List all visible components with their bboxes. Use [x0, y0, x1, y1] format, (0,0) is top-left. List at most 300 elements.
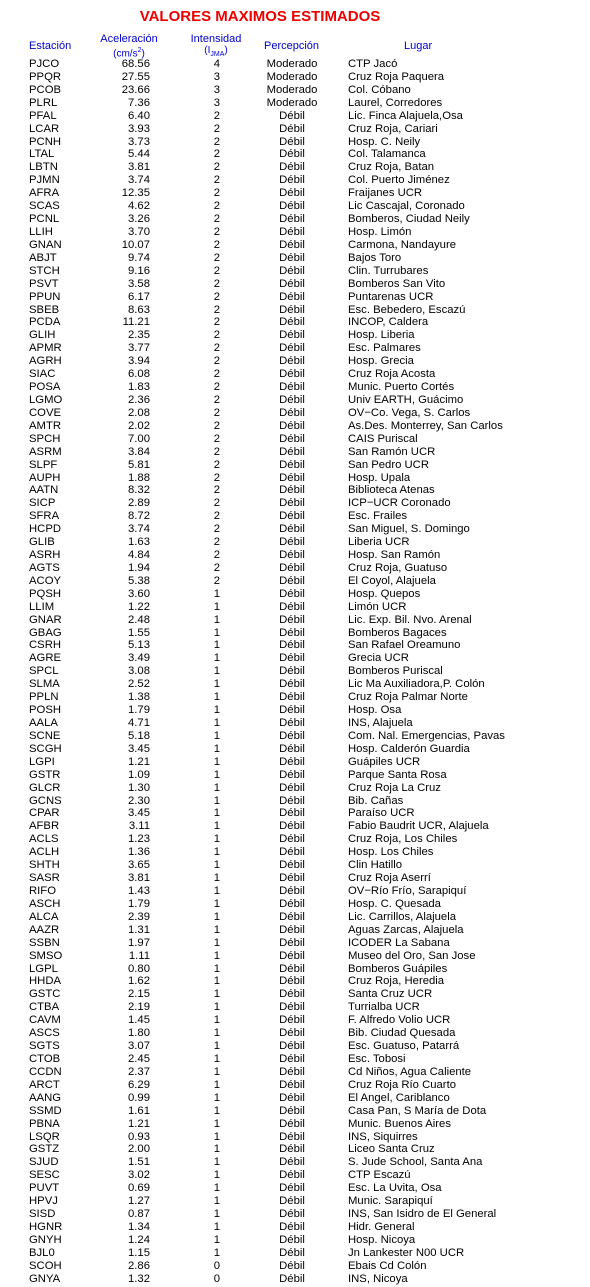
station-code: GNYA: [29, 1272, 61, 1285]
acceleration-value: 8.72: [128, 510, 150, 523]
station-code: LLIH: [29, 225, 53, 238]
acceleration-value: 2.45: [128, 1052, 150, 1065]
intensity-value: 2: [213, 432, 220, 445]
perception-value: Débil: [279, 1208, 305, 1221]
intensity-value: 1: [213, 1169, 220, 1182]
station-code: AAZR: [29, 923, 60, 936]
location-name: Laurel, Corredores: [348, 96, 443, 109]
header-aceleracion: [88, 33, 170, 60]
intensity-value: 1: [213, 652, 220, 665]
location-name: Liberia UCR: [348, 536, 410, 549]
station-code: HHDA: [29, 975, 62, 988]
location-name: Lic. Carrillos, Alajuela: [348, 910, 456, 923]
acceleration-value: 6.08: [128, 368, 150, 381]
table-row: [0, 1169, 590, 1182]
location-name: Hosp. San Ramón: [348, 549, 441, 562]
perception-value: Débil: [279, 742, 305, 755]
acceleration-value: 2.08: [128, 406, 150, 419]
station-code: GNAR: [29, 613, 62, 626]
perception-value: Débil: [279, 329, 305, 342]
location-name: Cruz Roja, Guatuso: [348, 561, 448, 574]
station-code: SGTS: [29, 1040, 60, 1053]
data-table: [0, 58, 590, 1286]
location-name: Casa Pan, S María de Dota: [348, 1104, 487, 1117]
intensity-value: 2: [213, 251, 220, 264]
station-code: ACLS: [29, 833, 59, 846]
intensity-value: 1: [213, 691, 220, 704]
station-code: GLIH: [29, 329, 56, 342]
header-aceleracion-label: Aceleración: [100, 33, 158, 45]
location-name: Carmona, Nandayure: [348, 238, 457, 251]
perception-value: Débil: [279, 872, 305, 885]
station-code: HCPD: [29, 523, 62, 536]
perception-value: Débil: [279, 1027, 305, 1040]
location-name: Limón UCR: [348, 600, 407, 613]
intensity-value: 2: [213, 381, 220, 394]
table-row: [0, 1208, 590, 1221]
intensity-value: 1: [213, 1014, 220, 1027]
station-code: PCNH: [29, 135, 62, 148]
table-row: [0, 472, 590, 485]
station-code: AMTR: [29, 419, 62, 432]
perception-value: Débil: [279, 238, 305, 251]
acceleration-value: 0.80: [128, 962, 150, 975]
location-name: El Coyol, Alajuela: [348, 574, 436, 587]
intensity-value: 1: [213, 872, 220, 885]
perception-value: Débil: [279, 846, 305, 859]
intensity-value: 2: [213, 225, 220, 238]
location-name: Lic. Finca Alajuela,Osa: [348, 109, 463, 122]
location-name: Clin Hatillo: [348, 859, 402, 872]
table-row: [0, 846, 590, 859]
location-name: Esc. Tobosi: [348, 1052, 406, 1065]
location-name: Cruz Roja, Batan: [348, 161, 435, 174]
acceleration-value: 1.97: [128, 936, 150, 949]
intensity-value: 1: [213, 781, 220, 794]
station-code: LSQR: [29, 1130, 60, 1143]
location-name: S. Jude School, Santa Ana: [348, 1156, 483, 1169]
location-name: Cruz Roja Palmar Norte: [348, 691, 468, 704]
acceleration-value: 1.34: [128, 1220, 150, 1233]
location-name: Bomberos Puriscal: [348, 665, 443, 678]
intensity-value: 1: [213, 1246, 220, 1259]
station-code: ALCA: [29, 910, 59, 923]
perception-value: Débil: [279, 1169, 305, 1182]
acceleration-value: 3.58: [128, 277, 150, 290]
perception-value: Débil: [279, 1156, 305, 1169]
table-row: [0, 730, 590, 743]
acceleration-value: 2.00: [128, 1143, 150, 1156]
perception-value: Débil: [279, 187, 305, 200]
perception-value: Débil: [279, 1143, 305, 1156]
station-code: SBEB: [29, 303, 60, 316]
intensity-value: 2: [213, 471, 220, 484]
location-name: Clin. Turrubares: [348, 264, 429, 277]
acceleration-value: 1.79: [128, 704, 150, 717]
perception-value: Débil: [279, 1040, 305, 1053]
table-row: [0, 58, 590, 71]
location-name: Col. Puerto Jiménez: [348, 174, 450, 187]
perception-value: Débil: [279, 613, 305, 626]
acceleration-value: 3.08: [128, 665, 150, 678]
station-code: PJMN: [29, 174, 60, 187]
acceleration-value: 2.39: [128, 910, 150, 923]
location-name: San Ramón UCR: [348, 445, 436, 458]
table-row: [0, 187, 590, 200]
location-name: Santa Cruz UCR: [348, 988, 433, 1001]
acceleration-value: 1.11: [128, 949, 150, 962]
intensity-value: 1: [213, 897, 220, 910]
station-code: CTBA: [29, 1001, 60, 1014]
station-code: LTAL: [29, 148, 55, 161]
perception-value: Débil: [279, 962, 305, 975]
location-name: Esc. La Uvita, Osa: [348, 1182, 442, 1195]
perception-value: Débil: [279, 225, 305, 238]
intensity-value: 2: [213, 200, 220, 213]
acceleration-value: 3.74: [128, 523, 150, 536]
acceleration-value: 3.81: [128, 161, 150, 174]
intensity-value: 1: [213, 846, 220, 859]
station-code: SCOH: [29, 1259, 62, 1272]
acceleration-value: 1.55: [128, 626, 150, 639]
location-name: Biblioteca Atenas: [348, 484, 435, 497]
intensity-value: 1: [213, 755, 220, 768]
perception-value: Débil: [279, 445, 305, 458]
acceleration-value: 5.81: [128, 458, 150, 471]
perception-value: Débil: [279, 303, 305, 316]
station-code: ASRM: [29, 445, 62, 458]
table-row: [0, 652, 590, 665]
intensity-value: 4: [213, 58, 220, 70]
acceleration-value: 1.32: [128, 1272, 150, 1285]
station-code: CTOB: [29, 1052, 61, 1065]
perception-value: Débil: [279, 1117, 305, 1130]
table-row: [0, 394, 590, 407]
acceleration-value: 6.17: [128, 290, 150, 303]
table-row: [0, 1027, 590, 1040]
perception-value: Débil: [279, 432, 305, 445]
station-code: HGNR: [29, 1220, 63, 1233]
intensity-value: 2: [213, 510, 220, 523]
acceleration-value: 12.35: [121, 187, 150, 200]
intensity-value: 1: [213, 794, 220, 807]
station-code: GBAG: [29, 626, 62, 639]
acceleration-value: 2.37: [128, 1065, 150, 1078]
location-name: Bomberos Guápiles: [348, 962, 448, 975]
perception-value: Débil: [279, 561, 305, 574]
perception-value: Débil: [279, 678, 305, 691]
acceleration-value: 3.45: [128, 742, 150, 755]
acceleration-value: 5.18: [128, 729, 150, 742]
table-row: [0, 665, 590, 678]
perception-value: Débil: [279, 691, 305, 704]
perception-value: Débil: [279, 587, 305, 600]
location-name: Esc. Guatuso, Patarrá: [348, 1040, 460, 1053]
perception-value: Débil: [279, 174, 305, 187]
acceleration-value: 3.49: [128, 652, 150, 665]
table-row: [0, 769, 590, 782]
perception-value: Débil: [279, 923, 305, 936]
perception-value: Débil: [279, 885, 305, 897]
table-row: [0, 459, 590, 472]
intensity-value: 2: [213, 148, 220, 161]
station-code: AUPH: [29, 471, 61, 484]
table-row: [0, 1118, 590, 1131]
perception-value: Débil: [279, 523, 305, 536]
acceleration-value: 1.30: [128, 781, 150, 794]
table-row: [0, 588, 590, 601]
table-row: [0, 381, 590, 394]
location-name: Cd Niños, Agua Caliente: [348, 1065, 472, 1078]
intensity-value: 1: [213, 1104, 220, 1117]
intensity-value: 1: [213, 717, 220, 730]
station-code: PCDA: [29, 316, 61, 329]
location-name: Bajos Toro: [348, 251, 402, 264]
station-code: STCH: [29, 264, 60, 277]
perception-value: Débil: [279, 652, 305, 665]
table-row: [0, 950, 590, 963]
location-name: Fabio Baudrit UCR, Alajuela: [348, 820, 489, 833]
intensity-value: 1: [213, 1195, 220, 1208]
table-row: [0, 123, 590, 136]
perception-value: Débil: [279, 109, 305, 122]
station-code: SASR: [29, 872, 60, 885]
location-name: Bomberos, Ciudad Neily: [348, 213, 470, 226]
acceleration-value: 3.11: [128, 820, 150, 833]
table-row: [0, 523, 590, 536]
location-name: Com. Nal. Emergencias, Pavas: [348, 729, 505, 742]
table-row: [0, 1260, 590, 1273]
station-code: PPQR: [29, 70, 62, 83]
station-code: AATN: [29, 484, 59, 497]
perception-value: Débil: [279, 1195, 305, 1208]
intensity-value: 1: [213, 1117, 220, 1130]
station-code: SCNE: [29, 729, 61, 742]
table-row: [0, 975, 590, 988]
intensity-value: 1: [213, 768, 220, 781]
location-name: Fraijanes UCR: [348, 187, 423, 200]
acceleration-value: 4.71: [128, 717, 150, 730]
table-row: [0, 1079, 590, 1092]
perception-value: Débil: [279, 148, 305, 161]
perception-value: Débil: [279, 277, 305, 290]
station-code: PUVT: [29, 1182, 60, 1195]
station-code: ASCS: [29, 1027, 60, 1040]
acceleration-value: 5.13: [128, 639, 150, 652]
intensity-value: 2: [213, 316, 220, 329]
perception-value: Débil: [279, 626, 305, 639]
acceleration-value: 1.09: [128, 768, 150, 781]
station-code: LCAR: [29, 122, 60, 135]
acceleration-value: 1.23: [128, 833, 150, 846]
perception-value: Débil: [279, 1130, 305, 1143]
acceleration-value: 27.55: [121, 70, 150, 83]
acceleration-value: 1.31: [128, 923, 150, 936]
station-code: SFRA: [29, 510, 60, 523]
perception-value: Débil: [279, 859, 305, 872]
acceleration-value: 4.62: [128, 200, 150, 213]
location-name: F. Alfredo Volio UCR: [348, 1014, 451, 1027]
perception-value: Débil: [279, 717, 305, 730]
intensity-value: 1: [213, 859, 220, 872]
location-name: San Pedro UCR: [348, 458, 429, 471]
table-row: [0, 988, 590, 1001]
station-code: ACLH: [29, 846, 60, 859]
location-name: Hosp. Osa: [348, 704, 402, 717]
location-name: Univ EARTH, Guácimo: [348, 393, 464, 406]
table-row: [0, 1234, 590, 1247]
station-code: SHTH: [29, 859, 60, 872]
table-row: [0, 110, 590, 123]
perception-value: Débil: [279, 213, 305, 226]
intensity-value: 3: [213, 83, 220, 96]
station-code: RIFO: [29, 885, 56, 897]
acceleration-value: 7.36: [128, 96, 150, 109]
location-name: Hosp. Los Chiles: [348, 846, 434, 859]
table-row: [0, 355, 590, 368]
acceleration-value: 3.93: [128, 122, 150, 135]
station-code: SPCH: [29, 432, 61, 445]
perception-value: Débil: [279, 807, 305, 820]
intensity-value: 1: [213, 1130, 220, 1143]
location-name: Museo del Oro, San Jose: [348, 949, 476, 962]
intensity-value: 1: [213, 704, 220, 717]
intensity-value: 1: [213, 742, 220, 755]
intensity-value: 2: [213, 574, 220, 587]
table-row: [0, 1195, 590, 1208]
table-row: [0, 1131, 590, 1144]
acceleration-value: 8.32: [128, 484, 150, 497]
table-row: [0, 756, 590, 769]
station-code: SESC: [29, 1169, 60, 1182]
perception-value: Débil: [279, 1014, 305, 1027]
location-name: As.Des. Monterrey, San Carlos: [348, 419, 503, 432]
table-row: [0, 536, 590, 549]
perception-value: Moderado: [266, 58, 318, 70]
location-name: Liceo Santa Cruz: [348, 1143, 435, 1156]
station-code: GNAN: [29, 238, 62, 251]
table-row: [0, 1066, 590, 1079]
location-name: Cruz Roja Paquera: [348, 70, 445, 83]
perception-value: Débil: [279, 729, 305, 742]
table-row: [0, 433, 590, 446]
intensity-value: 2: [213, 109, 220, 122]
acceleration-value: 1.51: [128, 1156, 150, 1169]
acceleration-value: 3.81: [128, 872, 150, 885]
perception-value: Débil: [279, 988, 305, 1001]
table-row: [0, 265, 590, 278]
table-row: [0, 691, 590, 704]
location-name: Cruz Roja, Cariari: [348, 122, 438, 135]
table-row: [0, 1092, 590, 1105]
intensity-value: 2: [213, 290, 220, 303]
station-code: PBNA: [29, 1117, 60, 1130]
acceleration-value: 1.21: [128, 1117, 150, 1130]
acceleration-value: 3.07: [128, 1040, 150, 1053]
location-name: Cruz Roja, Heredia: [348, 975, 445, 988]
acceleration-value: 6.40: [128, 109, 150, 122]
intensity-value: 2: [213, 419, 220, 432]
station-code: GLIB: [29, 536, 55, 549]
station-code: SICP: [29, 497, 56, 510]
table-row: [0, 148, 590, 161]
acceleration-value: 3.94: [128, 355, 150, 368]
perception-value: Débil: [279, 510, 305, 523]
intensity-value: 2: [213, 368, 220, 381]
acceleration-value: 1.83: [128, 381, 150, 394]
intensity-value: 1: [213, 639, 220, 652]
perception-value: Débil: [279, 1272, 305, 1285]
perception-value: Débil: [279, 1246, 305, 1259]
intensity-value: 2: [213, 561, 220, 574]
perception-value: Débil: [279, 406, 305, 419]
acceleration-value: 2.30: [128, 794, 150, 807]
location-name: CTP Escazú: [348, 1169, 411, 1182]
intensity-value: 1: [213, 975, 220, 988]
station-code: GSTR: [29, 768, 61, 781]
acceleration-value: 11.21: [122, 316, 150, 329]
location-name: Cruz Roja La Cruz: [348, 781, 441, 794]
location-name: Ebais Cd Colón: [348, 1259, 427, 1272]
table-row: [0, 704, 590, 717]
location-name: Munic. Sarapiquí: [348, 1195, 433, 1208]
intensity-value: 1: [213, 600, 220, 613]
table-row: [0, 1001, 590, 1014]
table-row: [0, 782, 590, 795]
intensity-value: 2: [213, 549, 220, 562]
perception-value: Débil: [279, 290, 305, 303]
acceleration-value: 2.35: [128, 329, 150, 342]
station-code: GSTZ: [29, 1143, 60, 1156]
perception-value: Moderado: [266, 83, 318, 96]
location-name: Bomberos San Vito: [348, 277, 446, 290]
station-code: ABJT: [29, 251, 57, 264]
acceleration-value: 0.93: [128, 1130, 150, 1143]
intensity-value: 3: [213, 70, 220, 83]
location-name: Cruz Roja, Los Chiles: [348, 833, 458, 846]
intensity-value: 2: [213, 497, 220, 510]
intensity-value: 0: [213, 1259, 220, 1272]
intensity-value: 0: [213, 1272, 220, 1285]
acceleration-value: 3.65: [128, 859, 150, 872]
station-code: LBTN: [29, 161, 58, 174]
intensity-value: 1: [213, 923, 220, 936]
acceleration-value: 2.19: [128, 1001, 150, 1014]
location-name: Hosp. Quepos: [348, 587, 421, 600]
acceleration-value: 3.70: [128, 225, 150, 238]
header-aceleracion-unit: $(cm/s^2)$: [113, 47, 145, 60]
station-code: PCNL: [29, 213, 60, 226]
location-name: Bib. Ciudad Quesada: [348, 1027, 456, 1040]
intensity-value: 1: [213, 1143, 220, 1156]
acceleration-value: 2.89: [128, 497, 150, 510]
station-code: PQSH: [29, 587, 62, 600]
table-row: [0, 342, 590, 355]
station-code: SISD: [29, 1208, 56, 1221]
station-code: SSBN: [29, 936, 60, 949]
station-code: LLIM: [29, 600, 55, 613]
table-row: [0, 859, 590, 872]
station-code: ARCT: [29, 1078, 60, 1091]
perception-value: Débil: [279, 200, 305, 213]
station-code: SMSO: [29, 949, 63, 962]
acceleration-value: 0.99: [128, 1091, 150, 1104]
table-row: [0, 678, 590, 691]
perception-value: Débil: [279, 368, 305, 381]
intensity-value: 1: [213, 1027, 220, 1040]
table-row: [0, 304, 590, 317]
acceleration-value: 5.44: [128, 148, 150, 161]
